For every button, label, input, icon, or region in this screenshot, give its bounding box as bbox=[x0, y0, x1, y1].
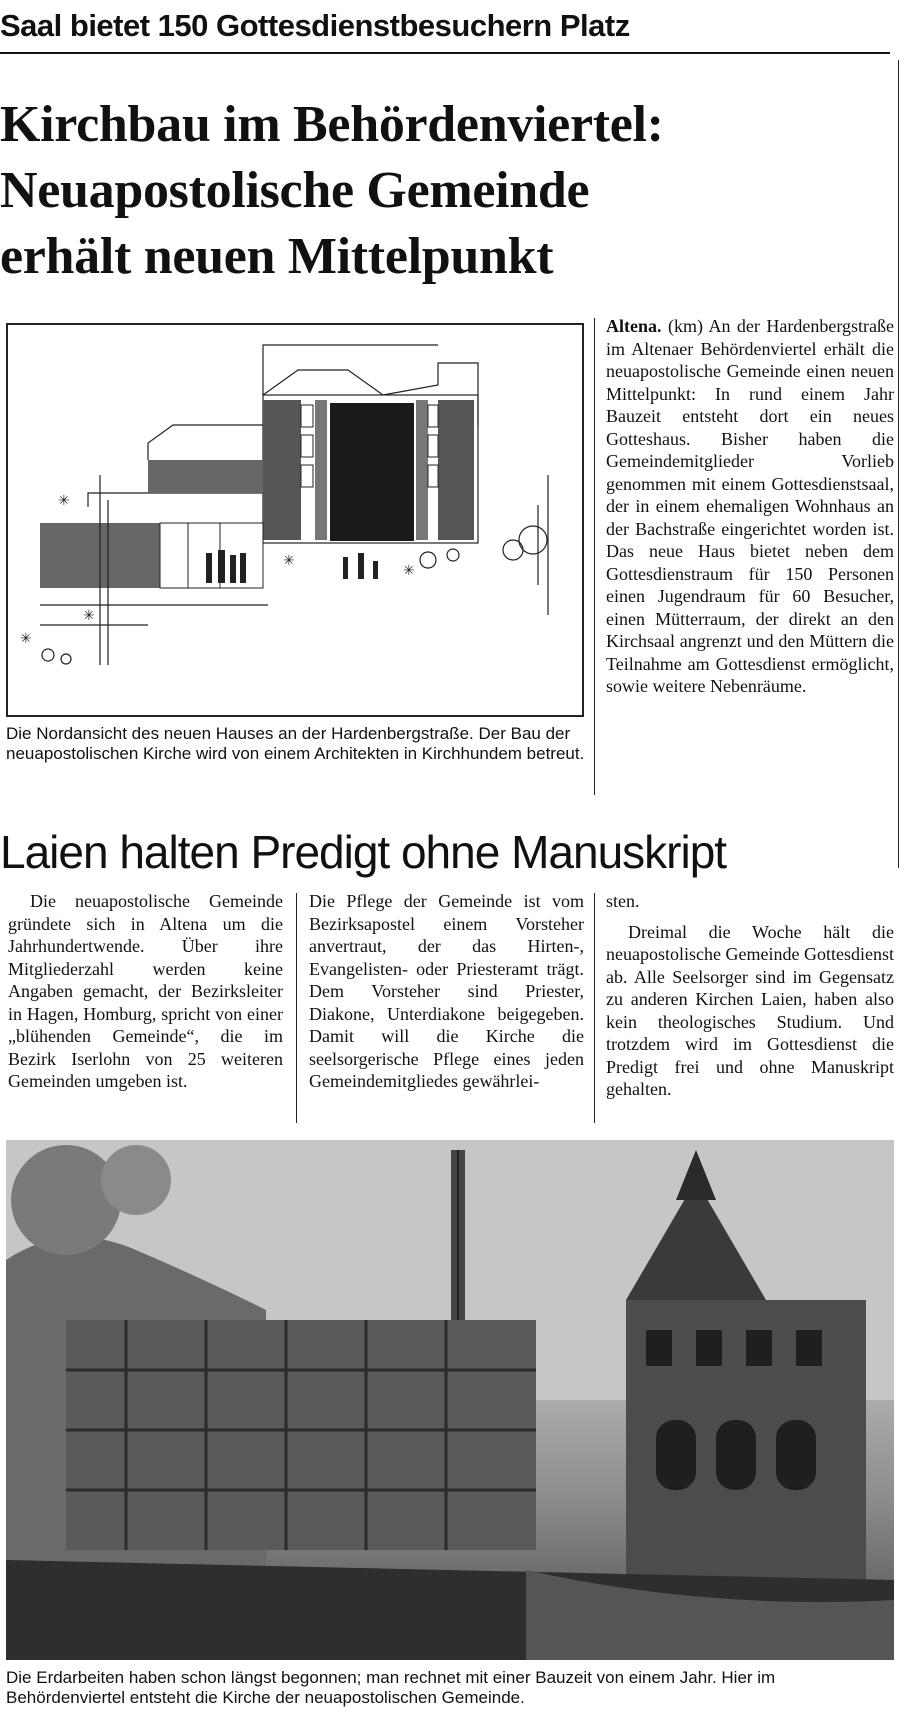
column-rule-lead bbox=[594, 318, 595, 795]
north-elevation-sketch bbox=[8, 325, 582, 715]
kicker: Saal bietet 150 Gottesdienstbesuchern Platz bbox=[0, 0, 890, 54]
right-frame-rule bbox=[898, 60, 899, 868]
column-rule-1 bbox=[296, 893, 297, 1123]
lead-paragraph bbox=[606, 315, 894, 698]
body-paragraph-3: Dreimal die Woche hält die neuapostolische Gemeinde Gottesdienst ab. Alle Seelsorger sind im Gegensatz zu anderen Kirchen Laien, haben also kein theologisches Studium. Und trotzdem wird im Gottesdienst die Predigt frei und ohne Manuskript gehalten. bbox=[606, 921, 894, 1099]
construction-photo bbox=[6, 1140, 894, 1660]
body-column-3 bbox=[606, 890, 894, 1101]
photo-caption: Die Erdarbeiten haben schon längst begonnen; man rechnet mit einer Bauzeit von einem Jahr. Hier im Behördenviertel entsteht die Kirche der neuapostolischen Gemeinde. bbox=[6, 1668, 776, 1707]
svg-text:✳: ✳ bbox=[83, 608, 95, 624]
column-rule-2 bbox=[594, 893, 595, 1123]
headline-line-2: Neuapostolische Gemeinde bbox=[0, 162, 590, 219]
svg-text:✳: ✳ bbox=[20, 631, 32, 647]
headline bbox=[0, 92, 900, 290]
dateline: Altena. bbox=[606, 316, 662, 336]
svg-text:✳: ✳ bbox=[58, 493, 70, 509]
subheadline: Laien halten Predigt ohne Manuskript bbox=[0, 826, 727, 878]
svg-text:✳: ✳ bbox=[403, 563, 415, 579]
body-paragraph-1: Die neuapostolische Gemeinde gründete sich in Altena um die Jahrhundertwende. Über ihre Mitgliederzahl werden keine Angaben gemacht, der Bezirksleiter in Hagen, Homburg, spricht von einer „blühenden Gemeinde“, die im Bezirk Iserlohn von 25 weiteren Gemeinden umgeben ist. bbox=[8, 891, 283, 1091]
body-paragraph-continuation: sten. bbox=[606, 891, 640, 911]
headline-line-1: Kirchbau im Behördenviertel: bbox=[0, 96, 664, 153]
drawing-caption: Die Nordansicht des neuen Hauses an der Hardenbergstraße. Der Bau der neuapostolischen Kirche wird von einem Architekten in Kirchhundem betreut. bbox=[6, 724, 585, 763]
architectural-drawing bbox=[6, 323, 584, 717]
body-column-2 bbox=[309, 890, 584, 1093]
body-column-1 bbox=[8, 890, 283, 1093]
construction-site-illustration bbox=[6, 1140, 894, 1660]
svg-text:✳: ✳ bbox=[283, 553, 295, 569]
headline-line-3: erhält neuen Mittelpunkt bbox=[0, 228, 554, 285]
lead-text: (km) An der Hardenbergstraße im Altenaer Behördenviertel erhält die neuapostolische Gemeinde einen neuen Mittelpunkt: In rund einem Jahr Bauzeit entsteht dort ein neues Gotteshaus. Bisher haben die Gemeindemitglieder Vorlieb genommen mit einem Gottesdienstsaal, der in einem ehemaligen Wohnhaus an der Bachstraße eingerichtet worden ist. Das neue Haus bietet neben dem Gottesdienstraum für 150 Personen einen Jugendraum für 60 Besucher, einen Mütterraum, der direkt an den Kirchsaal angrenzt und den Müttern die Teilnahme am Gottesdienst ermöglicht, sowie weitere Nebenräume. bbox=[606, 316, 894, 696]
body-paragraph-2: Die Pflege der Gemeinde ist vom Bezirksapostel einem Vorsteher anvertraut, der das Hirten-, Evangelisten- oder Priesteramt trägt. Dem Vorsteher sind Priester, Diakone, Unterdiakone beigegeben. Damit will die Kirche die seelsorgerische Pflege eines jeden Gemeindemitgliedes gewährlei- bbox=[309, 891, 584, 1091]
